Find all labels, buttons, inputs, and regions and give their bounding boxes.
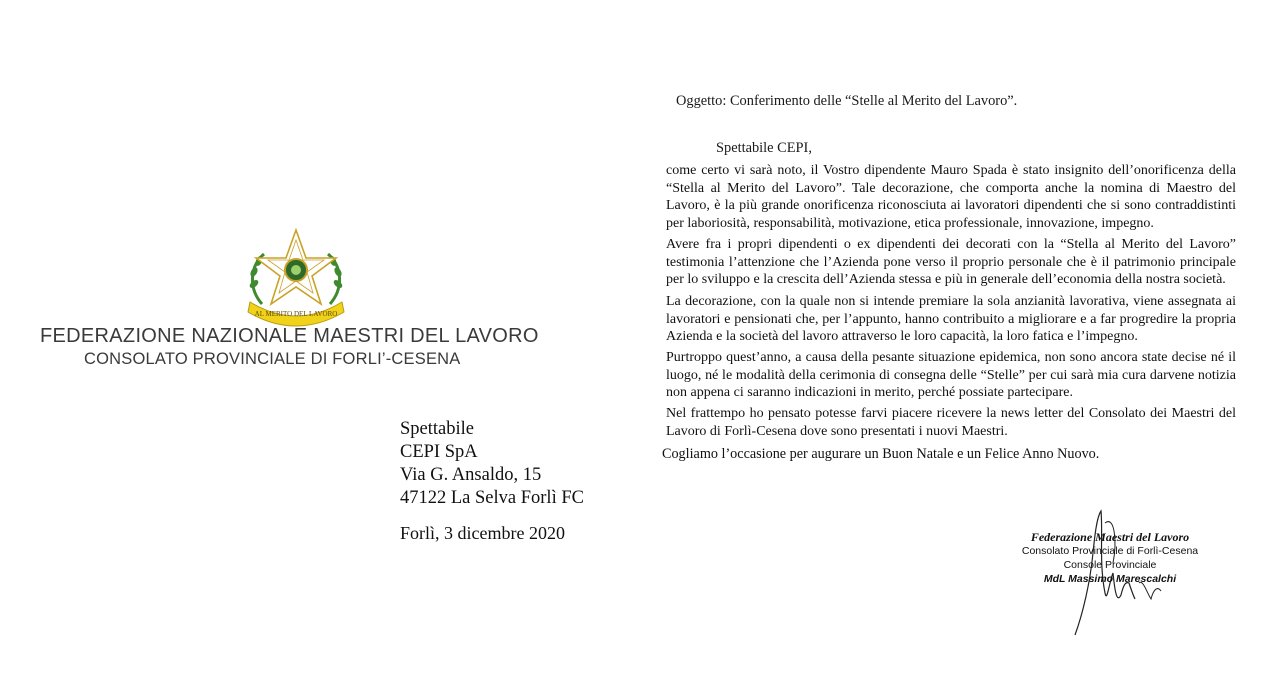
recipient-line-1: Spettabile xyxy=(400,419,474,439)
signature-block xyxy=(1010,530,1210,586)
signature-line-1: Federazione Maestri del Lavoro xyxy=(1030,530,1190,544)
recipient-line-2: CEPI SpA xyxy=(400,442,478,462)
organization-name: FEDERAZIONE NAZIONALE MAESTRI DEL LAVORO xyxy=(40,325,539,347)
letter-subject: Oggetto: Conferimento delle “Stelle al Merito del Lavoro”. xyxy=(676,93,1018,109)
letter-paragraph: Avere fra i propri dipendenti o ex dipendenti dei decorati con la “Stella al Merito del Lavoro” testimonia l’attenzione che l’Azienda pone verso il proprio personale che è il patrimonio principale per lo sviluppo e la crescita dell’Azienda stessa e più in generale dell’economia della nostra società. xyxy=(666,237,1236,288)
letter-paragraph: come certo vi sarà noto, il Vostro dipendente Mauro Spada è stato insignito dell’onorificenza della “Stella al Merito del Lavoro”. Tale decorazione, che comporta anche la nomina di Maestro del Lavoro, è la più grande onorificenza riconosciuta ai lavoratori dipendenti che si sono contraddistinti per laboriosità, responsabilità, motivazione, etica professionale, innovazione, impegno. xyxy=(666,163,1236,231)
recipient-line-3: Via G. Ansaldo, 15 xyxy=(400,465,542,485)
recipient-line-4: 47122 La Selva Forlì FC xyxy=(400,488,584,508)
organization-header xyxy=(40,325,539,369)
signature-line-4: MdL Massimo Marescalchi xyxy=(1043,573,1177,585)
letter-paragraph: La decorazione, con la quale non si intende premiare la sola anzianità lavorativa, viene assegnata ai lavoratori e pensionati che, per l’appunto, hanno contribuito a migliorare e a far progredire la propria Azienda e la società del lavoro attraverso le loro capacità, la loro fatica e l’impegno. xyxy=(666,294,1236,345)
letter-date: Forlì, 3 dicembre 2020 xyxy=(400,523,565,543)
organization-subtitle: CONSOLATO PROVINCIALE DI FORLI’-CESENA xyxy=(84,350,461,368)
star-emblem-icon xyxy=(240,226,352,330)
recipient-address xyxy=(400,418,584,510)
letter-closing: Cogliamo l’occasione per augurare un Buon Natale e un Felice Anno Nuovo. xyxy=(662,446,1100,462)
signature-line-2: Consolato Provinciale di Forlì-Cesena xyxy=(1021,545,1199,557)
letter-paragraph: Purtroppo quest’anno, a causa della pesante situazione epidemica, non sono ancora state decise né il luogo, né le modalità della cerimonia di consegna delle “Stelle” per cui sarà mia cura darvene notizia non appena ci saranno indicazioni in merito, perché possiate partecipare. xyxy=(666,350,1236,401)
letter-salutation: Spettabile CEPI, xyxy=(716,140,812,156)
emblem-ribbon-text: AL MERITO DEL LAVORO xyxy=(254,310,338,318)
letter-paragraph: Nel frattempo ho pensato potesse farvi piacere ricevere la news letter del Consolato dei Maestri del Lavoro di Forlì-Cesena dove sono presentati i nuovi Maestri. xyxy=(666,406,1236,439)
signature-line-3: Console Provinciale xyxy=(1063,559,1157,571)
